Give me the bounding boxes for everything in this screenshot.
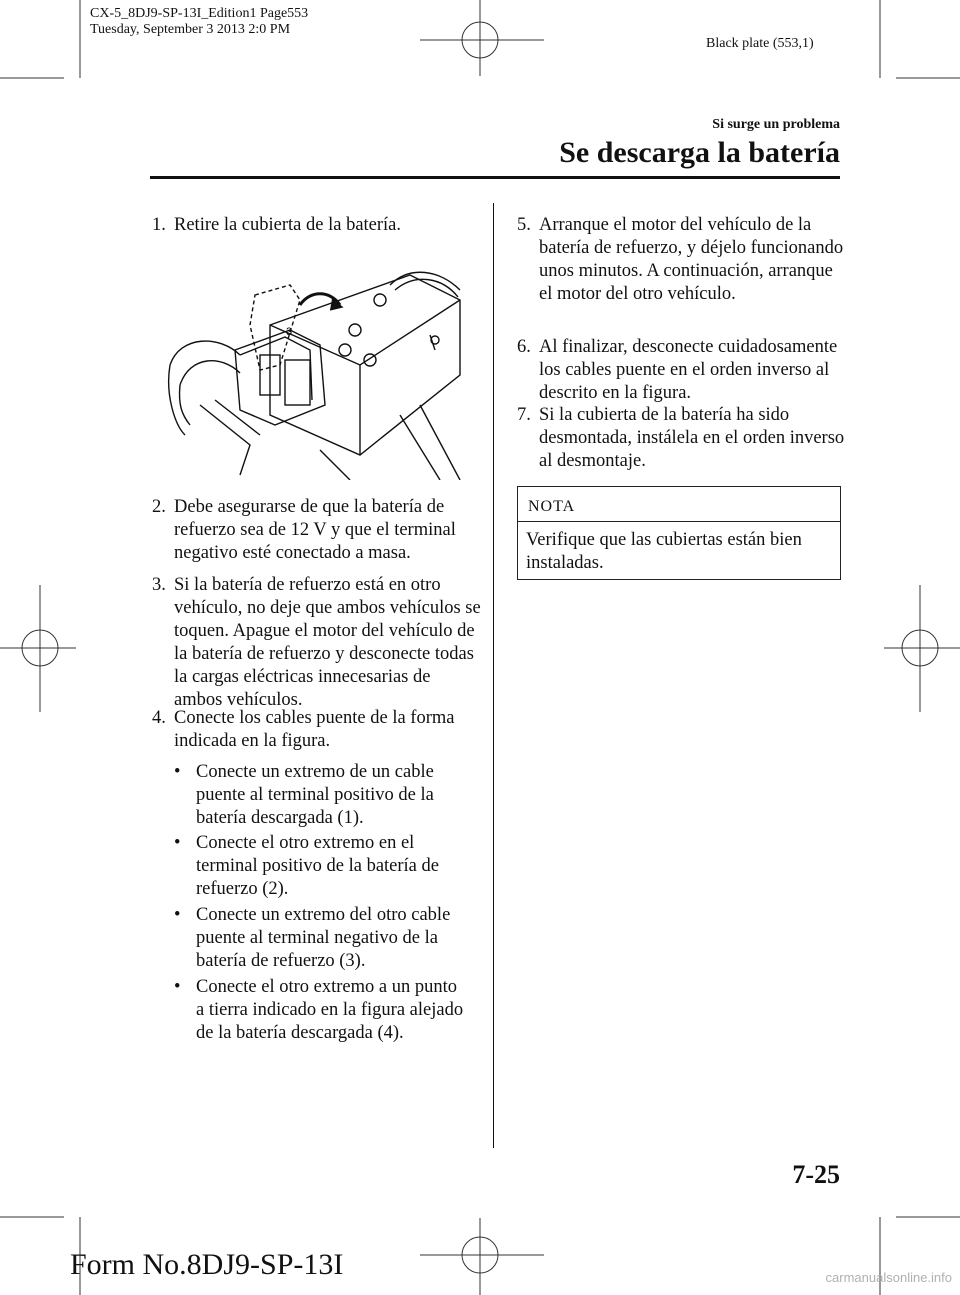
step-4	[152, 707, 482, 753]
step-7	[517, 404, 847, 473]
step-text: Al finalizar, desconecte cuidadosamente los cables puente en el orden inverso al descrito en la figura.	[539, 337, 838, 403]
step-number: 2.	[152, 497, 166, 517]
note-heading: NOTA	[528, 498, 576, 515]
figure-callout: 3	[286, 326, 293, 338]
bullet-text: Conecte el otro extremo a un punto a tierra indicado en la figura alejado de la batería descargada (4).	[196, 977, 464, 1043]
column-divider	[493, 203, 494, 1148]
bullet-item	[174, 832, 464, 901]
note-box	[517, 486, 841, 580]
bullet-item	[174, 976, 464, 1045]
bullet-icon: •	[174, 905, 181, 925]
print-metadata	[90, 6, 308, 38]
file-line: CX-5_8DJ9-SP-13I_Edition1 Page553	[90, 6, 309, 21]
plate-label: Black plate (553,1)	[706, 36, 814, 51]
step-text: Si la cubierta de la batería ha sido desmontada, instálela en el orden inverso al desmontaje.	[539, 405, 845, 471]
step-text: Conecte los cables puente de la forma indicada en la figura.	[174, 708, 455, 751]
title-rule	[150, 176, 840, 179]
battery-cover-illustration	[160, 255, 470, 480]
bullet-text: Conecte el otro extremo en el terminal positivo de la batería de refuerzo (2).	[196, 833, 439, 899]
page-title: Se descarga la batería	[559, 136, 840, 169]
note-header	[518, 487, 840, 522]
step-number: 5.	[517, 215, 531, 235]
bullet-icon: •	[174, 833, 181, 853]
step-text: Arranque el motor del vehículo de la batería de refuerzo, y déjelo funcionando unos minutos. A continuación, arranque el motor del otro vehículo.	[539, 215, 844, 304]
chapter-label: Si surge un problema	[712, 117, 840, 132]
step-5	[517, 214, 847, 306]
bullet-text: Conecte un extremo del otro cable puente al terminal negativo de la batería de refuerzo (3).	[196, 905, 451, 971]
step-3	[152, 574, 482, 712]
bullet-item	[174, 761, 464, 830]
page-number: 7-25	[792, 1160, 840, 1189]
form-number: Form No.8DJ9-SP-13I	[70, 1248, 344, 1281]
bullet-text: Conecte un extremo de un cable puente al terminal positivo de la batería descargada (1).	[196, 762, 434, 828]
step-text: Si la batería de refuerzo está en otro vehículo, no deje que ambos vehículos se toquen. Apague el motor del vehículo de la batería de refuerzo y desconecte todas la cargas eléctricas innecesarias de ambos vehículos.	[174, 575, 481, 710]
step-6	[517, 336, 847, 405]
step-number: 3.	[152, 575, 166, 595]
step-2	[152, 496, 482, 565]
date-line: Tuesday, September 3 2013 2:0 PM	[90, 22, 291, 37]
note-text: Verifique que las cubiertas están bien instaladas.	[526, 530, 802, 573]
step-text: Retire la cubierta de la batería.	[174, 215, 402, 235]
step-number: 6.	[517, 337, 531, 357]
step-number: 4.	[152, 708, 166, 728]
step-number: 7.	[517, 405, 531, 425]
bullet-item	[174, 904, 464, 973]
bullet-icon: •	[174, 977, 181, 997]
step-number: 1.	[152, 215, 166, 235]
step-1	[152, 214, 472, 237]
step-text: Debe asegurarse de que la batería de refuerzo sea de 12 V y que el terminal negativo esté conectado a masa.	[174, 497, 456, 563]
watermark: carmanualsonline.info	[825, 1270, 952, 1285]
bullet-icon: •	[174, 762, 181, 782]
